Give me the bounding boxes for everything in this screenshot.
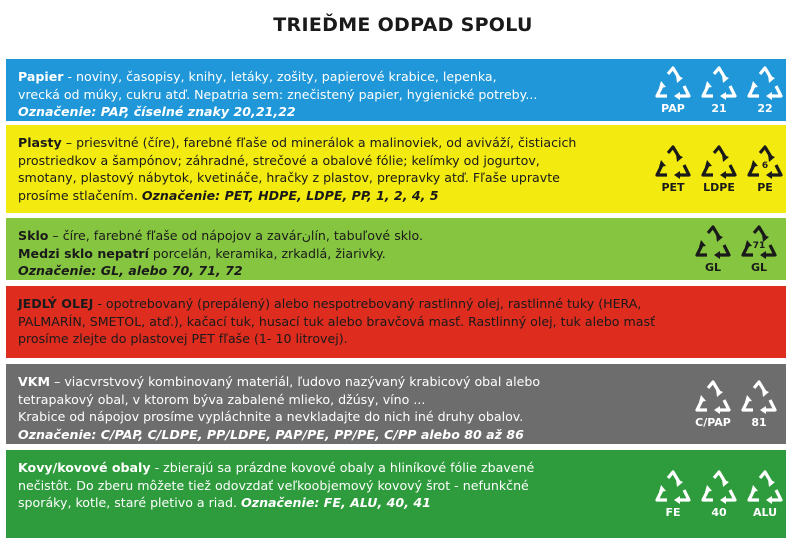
section-text: [18, 68, 638, 121]
text-line: [18, 68, 638, 86]
description-text: - opotrebovaný (prepálený) alebo nespotrebovaný rastlinný olej, rastlinné tuky (HERA,: [93, 296, 642, 311]
recycle-icon: [738, 225, 780, 274]
section-text: [18, 134, 638, 204]
recycling-icons: [652, 59, 786, 121]
text-line: [18, 187, 638, 205]
section-cooking-oil: [6, 286, 786, 358]
text-line: [18, 262, 638, 280]
recycle-icon: [652, 66, 694, 115]
recycle-code: GL: [704, 260, 722, 274]
material-label: Kovy/kovové obaly: [18, 460, 151, 475]
description-text: Krabice od nápojov prosíme vypláchnite a nevkladajte do nich iné druhy obalov.: [18, 409, 524, 424]
description-text: - noviny, časopisy, knihy, letáky, zošity, papierové krabice, lepenka,: [63, 69, 497, 84]
text-line: [18, 477, 638, 495]
recycle-icon: [744, 66, 786, 115]
material-label: Medzi sklo nepatrí: [18, 245, 149, 261]
section-beverage-cartons: [6, 364, 786, 444]
recycle-icon: [744, 470, 786, 519]
recycle-icon: [738, 380, 780, 429]
recycle-code: ALU: [752, 505, 778, 519]
text-line: [18, 152, 638, 170]
section-metals: [6, 450, 786, 538]
text-line: [18, 391, 638, 409]
recycle-icon: [744, 145, 786, 194]
text-line: [18, 295, 778, 313]
recycle-icon: [652, 470, 694, 519]
recycle-icon: [698, 145, 740, 194]
recycle-code: 21: [711, 101, 727, 115]
description-text: prosíme stlačením.: [18, 187, 142, 203]
recycle-code: 40: [711, 505, 727, 519]
description-text: vrecká od múky, cukru atď. Nepatria sem: znečistený papier, hygienické potreby...: [18, 86, 538, 102]
text-line: [18, 330, 778, 348]
section-glass: [6, 218, 786, 280]
material-label: VKM: [18, 374, 51, 389]
description-text: prosíme zlejte do plastovej PET fľaše (1- 10 litrovej).: [18, 331, 348, 346]
marking-codes: Označenie: PAP, číselné znaky 20,21,22: [18, 104, 296, 119]
description-text: - zbierajú sa prázdne kovové obaly a hliníkové fólie zbavené: [150, 460, 535, 475]
text-line: [18, 313, 778, 331]
page-title: TRIEĎME ODPAD SPOLU: [273, 14, 533, 36]
recycle-icon: [698, 66, 740, 115]
description-text: prostriedkov a šampónov; záhradné, strečové a obalové fólie; kelímky od jogurtov,: [18, 152, 540, 168]
recycle-code: FE: [665, 505, 681, 519]
recycling-icons: [652, 450, 786, 538]
text-line: [18, 227, 638, 245]
marking-codes: Označenie: FE, ALU, 40, 41: [241, 495, 431, 510]
material-label: Plasty: [18, 135, 62, 150]
recycling-icons: [692, 218, 780, 280]
text-line: [18, 408, 638, 426]
section-text: [18, 459, 638, 512]
recycle-code: LDPE: [703, 180, 735, 194]
description-text: smotany, plastový nábytok, kvetináče, hračky z plastov, prepravky atď. Fľaše upravte: [18, 170, 560, 185]
description-text: – číre, farebné fľaše od nápojov a zavárانín, tabuľové sklo.: [48, 228, 424, 243]
marking-codes: Označenie: GL, alebo 70, 71, 72: [18, 263, 243, 278]
text-line: [18, 134, 638, 152]
text-line: [18, 426, 638, 444]
recycle-code: C/PAP: [695, 415, 731, 429]
recycle-icon: [692, 225, 734, 274]
description-text: PALMARÍN, SMETOL, atď.), kačací tuk, husací tuk alebo bravčová masť. Rastlinný olej, tuk alebo masť: [18, 313, 656, 329]
description-text: nečistôt. Do zberu môžete tiež odovzdať veľkoobjemový kovový šrot - nefunkčné: [18, 477, 529, 493]
text-line: [18, 459, 638, 477]
recycle-code: GL: [750, 260, 768, 274]
marking-codes: Označenie: C/PAP, C/LDPE, PP/LDPE, PAP/PE, PP/PE, C/PP alebo 80 až 86: [18, 426, 524, 442]
text-line: [18, 494, 638, 512]
recycle-code: 22: [757, 101, 773, 115]
recycle-number: 71: [752, 240, 766, 251]
material-label: JEDLÝ OLEJ: [18, 296, 94, 311]
text-line: [18, 103, 638, 121]
text-line: [18, 373, 638, 391]
recycle-number: 6: [761, 160, 769, 171]
description-text: porcelán, keramika, zrkadlá, žiarivky.: [148, 245, 386, 261]
text-line: [18, 169, 638, 187]
material-label: Papier: [18, 69, 64, 84]
recycle-icon: [652, 145, 694, 194]
section-text: [18, 373, 638, 443]
text-line: [18, 86, 638, 104]
recycle-code: PAP: [661, 101, 685, 115]
recycling-icons: [692, 364, 780, 444]
description-text: tetrapakový obal, v ktorom býva zabalené mlieko, džúsy, víno ...: [18, 391, 426, 407]
description-text: – priesvitné (číre), farebné fľaše od minerálok a malinoviek, od aviváží, čistiacich: [61, 135, 577, 150]
recycle-icon: [692, 380, 734, 429]
recycling-icons: [652, 125, 786, 213]
section-text: [18, 227, 638, 280]
text-line: [18, 245, 638, 263]
section-paper: [6, 59, 786, 121]
marking-codes: Označenie: PET, HDPE, LDPE, PP, 1, 2, 4, 5: [141, 187, 439, 203]
material-label: Sklo: [18, 228, 49, 243]
description-text: sporáky, kotle, staré pletivo a riad.: [18, 495, 242, 510]
description-text: – viacvrstvový kombinovaný materiál, ľudovo nazývaný krabicový obal alebo: [50, 374, 541, 389]
section-plastics: [6, 125, 786, 213]
recycle-code: 81: [751, 415, 767, 429]
recycle-code: PE: [757, 180, 773, 194]
section-text: [18, 295, 778, 348]
recycle-code: PET: [661, 180, 685, 194]
recycle-icon: [698, 470, 740, 519]
